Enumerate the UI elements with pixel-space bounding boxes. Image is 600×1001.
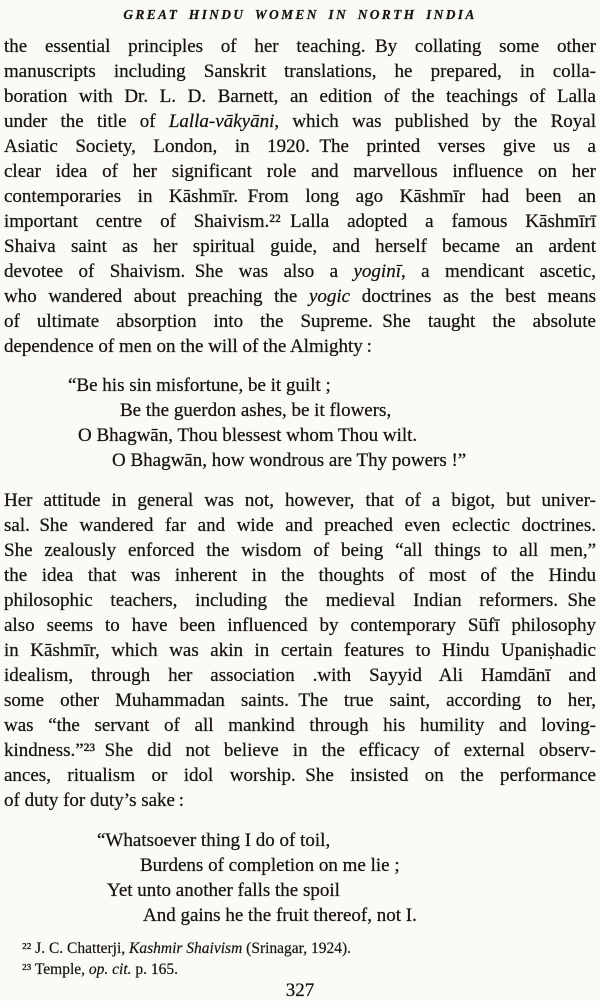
text-segment: idealism, through her association .with Sayyid Ali Hamdānī and bbox=[4, 665, 596, 686]
text-segment: in Kāshmīr, which was akin in certain features to Hindu Upaniṣhadic bbox=[4, 640, 596, 661]
text-line bbox=[4, 109, 596, 134]
text-segment: the idea that was inherent in the thoughts of most of the Hindu bbox=[4, 565, 596, 586]
text-segment: p. 165. bbox=[131, 961, 179, 978]
text-segment: (Srinagar, 1924). bbox=[242, 940, 351, 957]
footnote-line bbox=[4, 938, 596, 959]
text-line bbox=[4, 234, 596, 259]
text-line bbox=[4, 34, 596, 59]
italic-text: yogic bbox=[308, 286, 351, 307]
text-segment: devotee of Shaivism. She was also a bbox=[4, 261, 354, 282]
text-line bbox=[4, 613, 596, 638]
text-segment: “Be his sin misfortune, be it guilt ; bbox=[68, 375, 331, 396]
verse-line bbox=[4, 828, 596, 853]
page-body bbox=[4, 34, 596, 980]
text-segment: clear idea of her significant role and marvellous influence on her bbox=[4, 161, 596, 182]
text-segment: And gains he the fruit thereof, not I. bbox=[143, 905, 417, 926]
text-segment: also seems to have been influenced by contemporary Sūfī philosophy bbox=[4, 615, 596, 636]
text-segment: O Bhagwān, how wondrous are Thy powers !” bbox=[112, 450, 467, 471]
text-segment: the essential principles of her teaching. By collating some other bbox=[4, 36, 596, 57]
text-line bbox=[4, 513, 596, 538]
text-segment: Her attitude in general was not, however, that of a bigot, but univer- bbox=[4, 490, 596, 511]
text-segment: of duty for duty’s sake : bbox=[4, 790, 185, 811]
text-segment: O Bhagwān, Thou blessest whom Thou wilt. bbox=[78, 425, 418, 446]
body-paragraph bbox=[4, 34, 596, 359]
verse-line bbox=[4, 398, 596, 423]
text-segment: manuscripts including Sanskrit translations, he prepared, in colla- bbox=[4, 61, 596, 82]
verse-quote bbox=[4, 373, 596, 473]
text-line bbox=[4, 259, 596, 284]
text-line bbox=[4, 488, 596, 513]
text-segment: “Whatsoever thing I do of toil, bbox=[97, 830, 331, 851]
text-segment: ²² J. C. Chatterji, bbox=[22, 940, 130, 957]
text-segment: was “the servant of all mankind through his humility and loving- bbox=[4, 715, 596, 736]
text-line bbox=[4, 209, 596, 234]
text-line bbox=[4, 788, 596, 813]
verse-quote bbox=[4, 828, 596, 928]
text-segment: kindness.”²³ She did not believe in the efficacy of external observ- bbox=[4, 740, 596, 761]
italic-text: Kashmir Shaivism bbox=[129, 940, 243, 957]
text-segment: Burdens of completion on me lie ; bbox=[140, 855, 400, 876]
text-segment: doctrines as the best means bbox=[350, 286, 596, 307]
text-segment: contemporaries in Kāshmīr. From long ago Kāshmīr had been an bbox=[4, 186, 596, 207]
text-segment: important centre of Shaivism.²² Lalla adopted a famous Kāshmīrī bbox=[4, 211, 596, 232]
italic-text: op. cit. bbox=[88, 961, 132, 978]
text-segment: who wandered about preaching the bbox=[4, 286, 309, 307]
text-line bbox=[4, 713, 596, 738]
footnote-line bbox=[4, 959, 596, 980]
text-line bbox=[4, 563, 596, 588]
verse-line bbox=[4, 903, 596, 928]
text-line bbox=[4, 334, 596, 359]
text-segment: Be the guerdon ashes, be it flowers, bbox=[120, 400, 392, 421]
text-segment: , which was published by the Royal bbox=[274, 111, 596, 132]
text-segment: some other Muhammadan saints. The true saint, according to her, bbox=[4, 690, 596, 711]
text-line bbox=[4, 688, 596, 713]
body-paragraph bbox=[4, 488, 596, 813]
text-line bbox=[4, 184, 596, 209]
text-segment: dependence of men on the will of the Almighty : bbox=[4, 336, 372, 357]
text-line bbox=[4, 538, 596, 563]
text-line bbox=[4, 738, 596, 763]
verse-line bbox=[4, 373, 596, 398]
text-line bbox=[4, 59, 596, 84]
text-line bbox=[4, 763, 596, 788]
text-line bbox=[4, 309, 596, 334]
text-segment: of ultimate absorption into the Supreme. She taught the absolute bbox=[4, 311, 596, 332]
text-segment: ²³ Temple, bbox=[22, 961, 89, 978]
italic-text: Lalla-vākyāni bbox=[168, 111, 275, 132]
verse-line bbox=[4, 448, 596, 473]
verse-line bbox=[4, 853, 596, 878]
text-line bbox=[4, 663, 596, 688]
italic-text: yoginī bbox=[353, 261, 401, 282]
text-segment: boration with Dr. L. D. Barnett, an edition of the teachings of Lalla bbox=[4, 86, 596, 107]
text-segment: under the title of bbox=[4, 111, 169, 132]
page-number: 327 bbox=[285, 980, 315, 1001]
text-line bbox=[4, 588, 596, 613]
text-segment: She zealously enforced the wisdom of being “all things to all men,” bbox=[4, 540, 596, 561]
running-header: GREAT HINDU WOMEN IN NORTH INDIA bbox=[123, 7, 477, 22]
text-segment: philosophic teachers, including the medieval Indian reformers. She bbox=[4, 590, 596, 611]
footnotes bbox=[4, 938, 596, 980]
text-line bbox=[4, 159, 596, 184]
verse-line bbox=[4, 878, 596, 903]
text-segment: , a mendicant ascetic, bbox=[400, 261, 596, 282]
text-segment: ances, ritualism or idol worship. She insisted on the performance bbox=[4, 765, 596, 786]
verse-line bbox=[4, 423, 596, 448]
text-line bbox=[4, 284, 596, 309]
text-line bbox=[4, 134, 596, 159]
text-segment: sal. She wandered far and wide and preached even eclectic doctrines. bbox=[4, 515, 596, 536]
text-segment: Asiatic Society, London, in 1920. The printed verses give us a bbox=[4, 136, 596, 157]
text-line bbox=[4, 84, 596, 109]
text-line bbox=[4, 638, 596, 663]
text-segment: Yet unto another falls the spoil bbox=[107, 880, 340, 901]
text-segment: Shaiva saint as her spiritual guide, and herself became an ardent bbox=[4, 236, 596, 257]
